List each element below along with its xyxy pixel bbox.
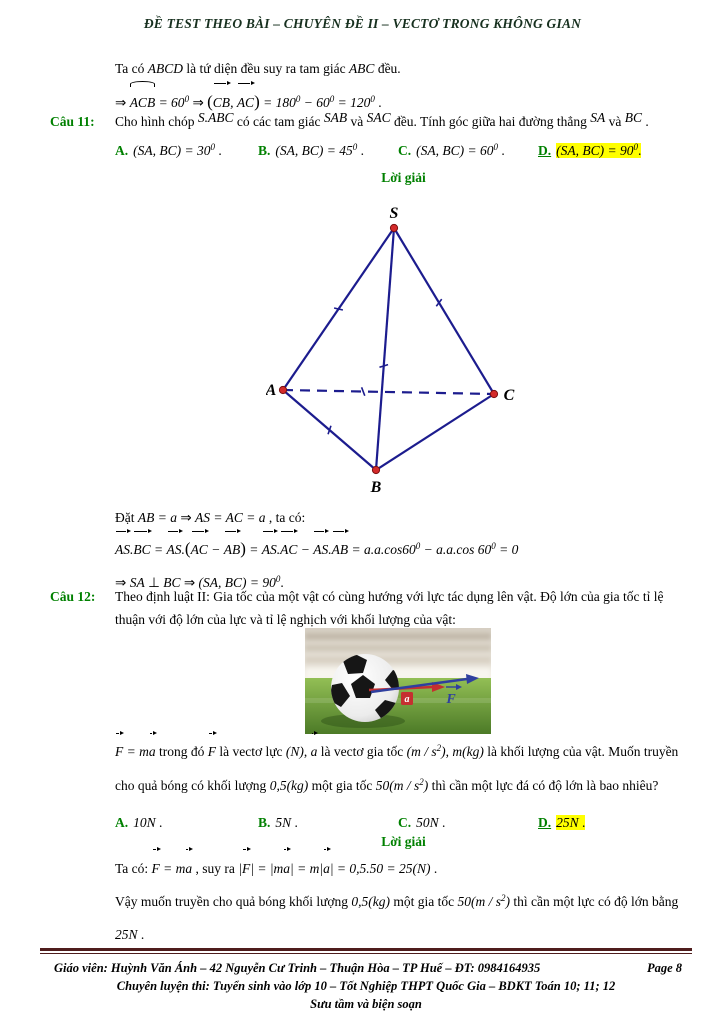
acceleration-label: a	[404, 694, 410, 705]
vertex-label-A: A	[266, 382, 277, 399]
option-A	[115, 812, 258, 833]
tick-mark-AC	[362, 387, 365, 395]
option-letter: C.	[398, 815, 412, 830]
vertex-label-C: C	[503, 387, 515, 404]
option-value: 25N .	[556, 815, 586, 830]
question-11-stem: Cho hình chóp S.ABC có các tam giác SAB và SAC đều. Tính góc giữa hai đường thẳng SA và BC .	[115, 110, 649, 129]
question-12-solution	[115, 852, 692, 951]
footer-exam-info: Chuyên luyện thi: Tuyển sinh vào lớp 10 – Tốt Nghiệp THPT Quốc Gia – BDKT Toán 10; 11; 12	[116, 979, 616, 993]
intro-line: Ta có ABCD là tứ diện đều suy ra tam giác ABC đều.	[115, 61, 401, 76]
soccer-ball-svg	[305, 628, 491, 734]
force-label: F	[446, 692, 456, 707]
pyramid-figure	[266, 202, 524, 507]
edge-BC	[376, 394, 494, 470]
question-12	[50, 585, 692, 631]
solution-conclusion: ⇒ SA ⊥ BC ⇒ (SA, $BC) = 90^0$.	[115, 574, 284, 590]
option-D	[538, 140, 692, 163]
option-B	[258, 140, 398, 163]
pyramid-svg	[266, 202, 524, 502]
footer-divider	[40, 948, 692, 954]
vertex-B	[372, 466, 379, 473]
edge-SB	[376, 228, 394, 470]
option-C	[398, 140, 538, 163]
option-C	[398, 812, 538, 833]
option-value: 5N .	[275, 815, 298, 830]
solution-equation: $AS.BC = AS.(AC - AB) = AS.AC - AS.AB = a.a.\cos 60^0 - a.a.\cos$ $60^0 = 0$	[115, 533, 692, 567]
edge-AC-dashed	[283, 390, 494, 394]
footer-credit: Sưu tầm và biện soạn	[310, 997, 422, 1011]
vertex-S	[390, 224, 397, 231]
option-value: (SA, $BC) = 45^0$ .	[275, 142, 364, 158]
vertex-label-B: B	[370, 479, 382, 496]
question-12-options	[115, 812, 692, 833]
soccer-ball-image	[305, 628, 491, 739]
option-value: (SA, $BC) = 30^0$ .	[133, 142, 222, 158]
page-title: ĐỀ TEST THEO BÀI – CHUYÊN ĐỀ II – VECTƠ TRONG KHÔNG GIAN	[143, 16, 582, 31]
option-letter: C.	[398, 143, 412, 158]
vertex-label-S: S	[389, 205, 399, 222]
solution-line: Đặt AB = a ⇒ AS = AC = a , ta có:	[115, 510, 306, 525]
option-value: 50N .	[416, 815, 446, 830]
option-letter: A.	[115, 815, 129, 830]
option-letter: B.	[258, 815, 271, 830]
option-letter: B.	[258, 143, 271, 158]
question-11-options	[115, 140, 692, 163]
solution-heading-12: Lời giải	[381, 834, 426, 849]
vertex-C	[490, 390, 497, 397]
option-letter: A.	[115, 143, 129, 158]
option-value: 10N .	[133, 815, 163, 830]
question-12-stem: Theo định luật II: Gia tốc của một vật có cùng hướng với lực tác dụng lên vật. Độ lớn của gia tốc tỉ lệ thuận với độ lớn của lực và tỉ lệ nghịch với khối lượng của vật:	[115, 589, 664, 627]
intro-equation: ⇒ ACB = $60^0$ ⇒ (CB, $AC) = 180^0 - 60^0 = 120^0$ .	[115, 85, 692, 121]
question-12-label: Câu 12:	[50, 589, 96, 604]
edge-SC	[394, 228, 494, 394]
option-letter: D.	[538, 143, 552, 158]
vertex-A	[279, 386, 286, 393]
question-11-label: Câu 11:	[50, 114, 95, 129]
page-number: Page 8	[646, 961, 682, 975]
footer-teacher-info: Giáo viên: Huỳnh Văn Ánh – 42 Nguyễn Cư Trinh – Thuận Hòa – TP Huế – ĐT: 0984164935	[54, 961, 541, 975]
option-D	[538, 812, 692, 833]
question-11	[50, 110, 692, 186]
option-B	[258, 812, 398, 833]
option-value: (SA, $BC) = 60^0$ .	[416, 142, 505, 158]
solution-equation: Ta có: F = ma , suy ra |F| = |ma| = m|a| = 0,5.50 = 25(N) .	[115, 852, 692, 886]
solution-heading-11: Lời giải	[381, 170, 426, 185]
question-12-paragraph: F = ma trong đó F là vectơ lực (N), a là vectơ gia tốc $(m / s^2)$, m(kg) là khối lượng của vật. Muốn truyền cho quả bóng có khối lượng 0,5(kg) một gia tốc $50(m / s^2)$ thì cần một lực đá có độ lớn là bao nhiêu?	[115, 736, 692, 803]
option-A	[115, 140, 258, 163]
option-value: (SA, $BC) = 90^0$.	[556, 142, 642, 158]
tick-mark-SA	[334, 308, 343, 310]
solution-conclusion: Vậy muốn truyền cho quả bóng khối lượng 0,5(kg) một gia tốc $50(m / s^2)$ thì cần một lực có độ lớn bằng 25N .	[115, 893, 679, 942]
option-letter: D.	[538, 815, 552, 830]
page-footer	[40, 948, 692, 1013]
